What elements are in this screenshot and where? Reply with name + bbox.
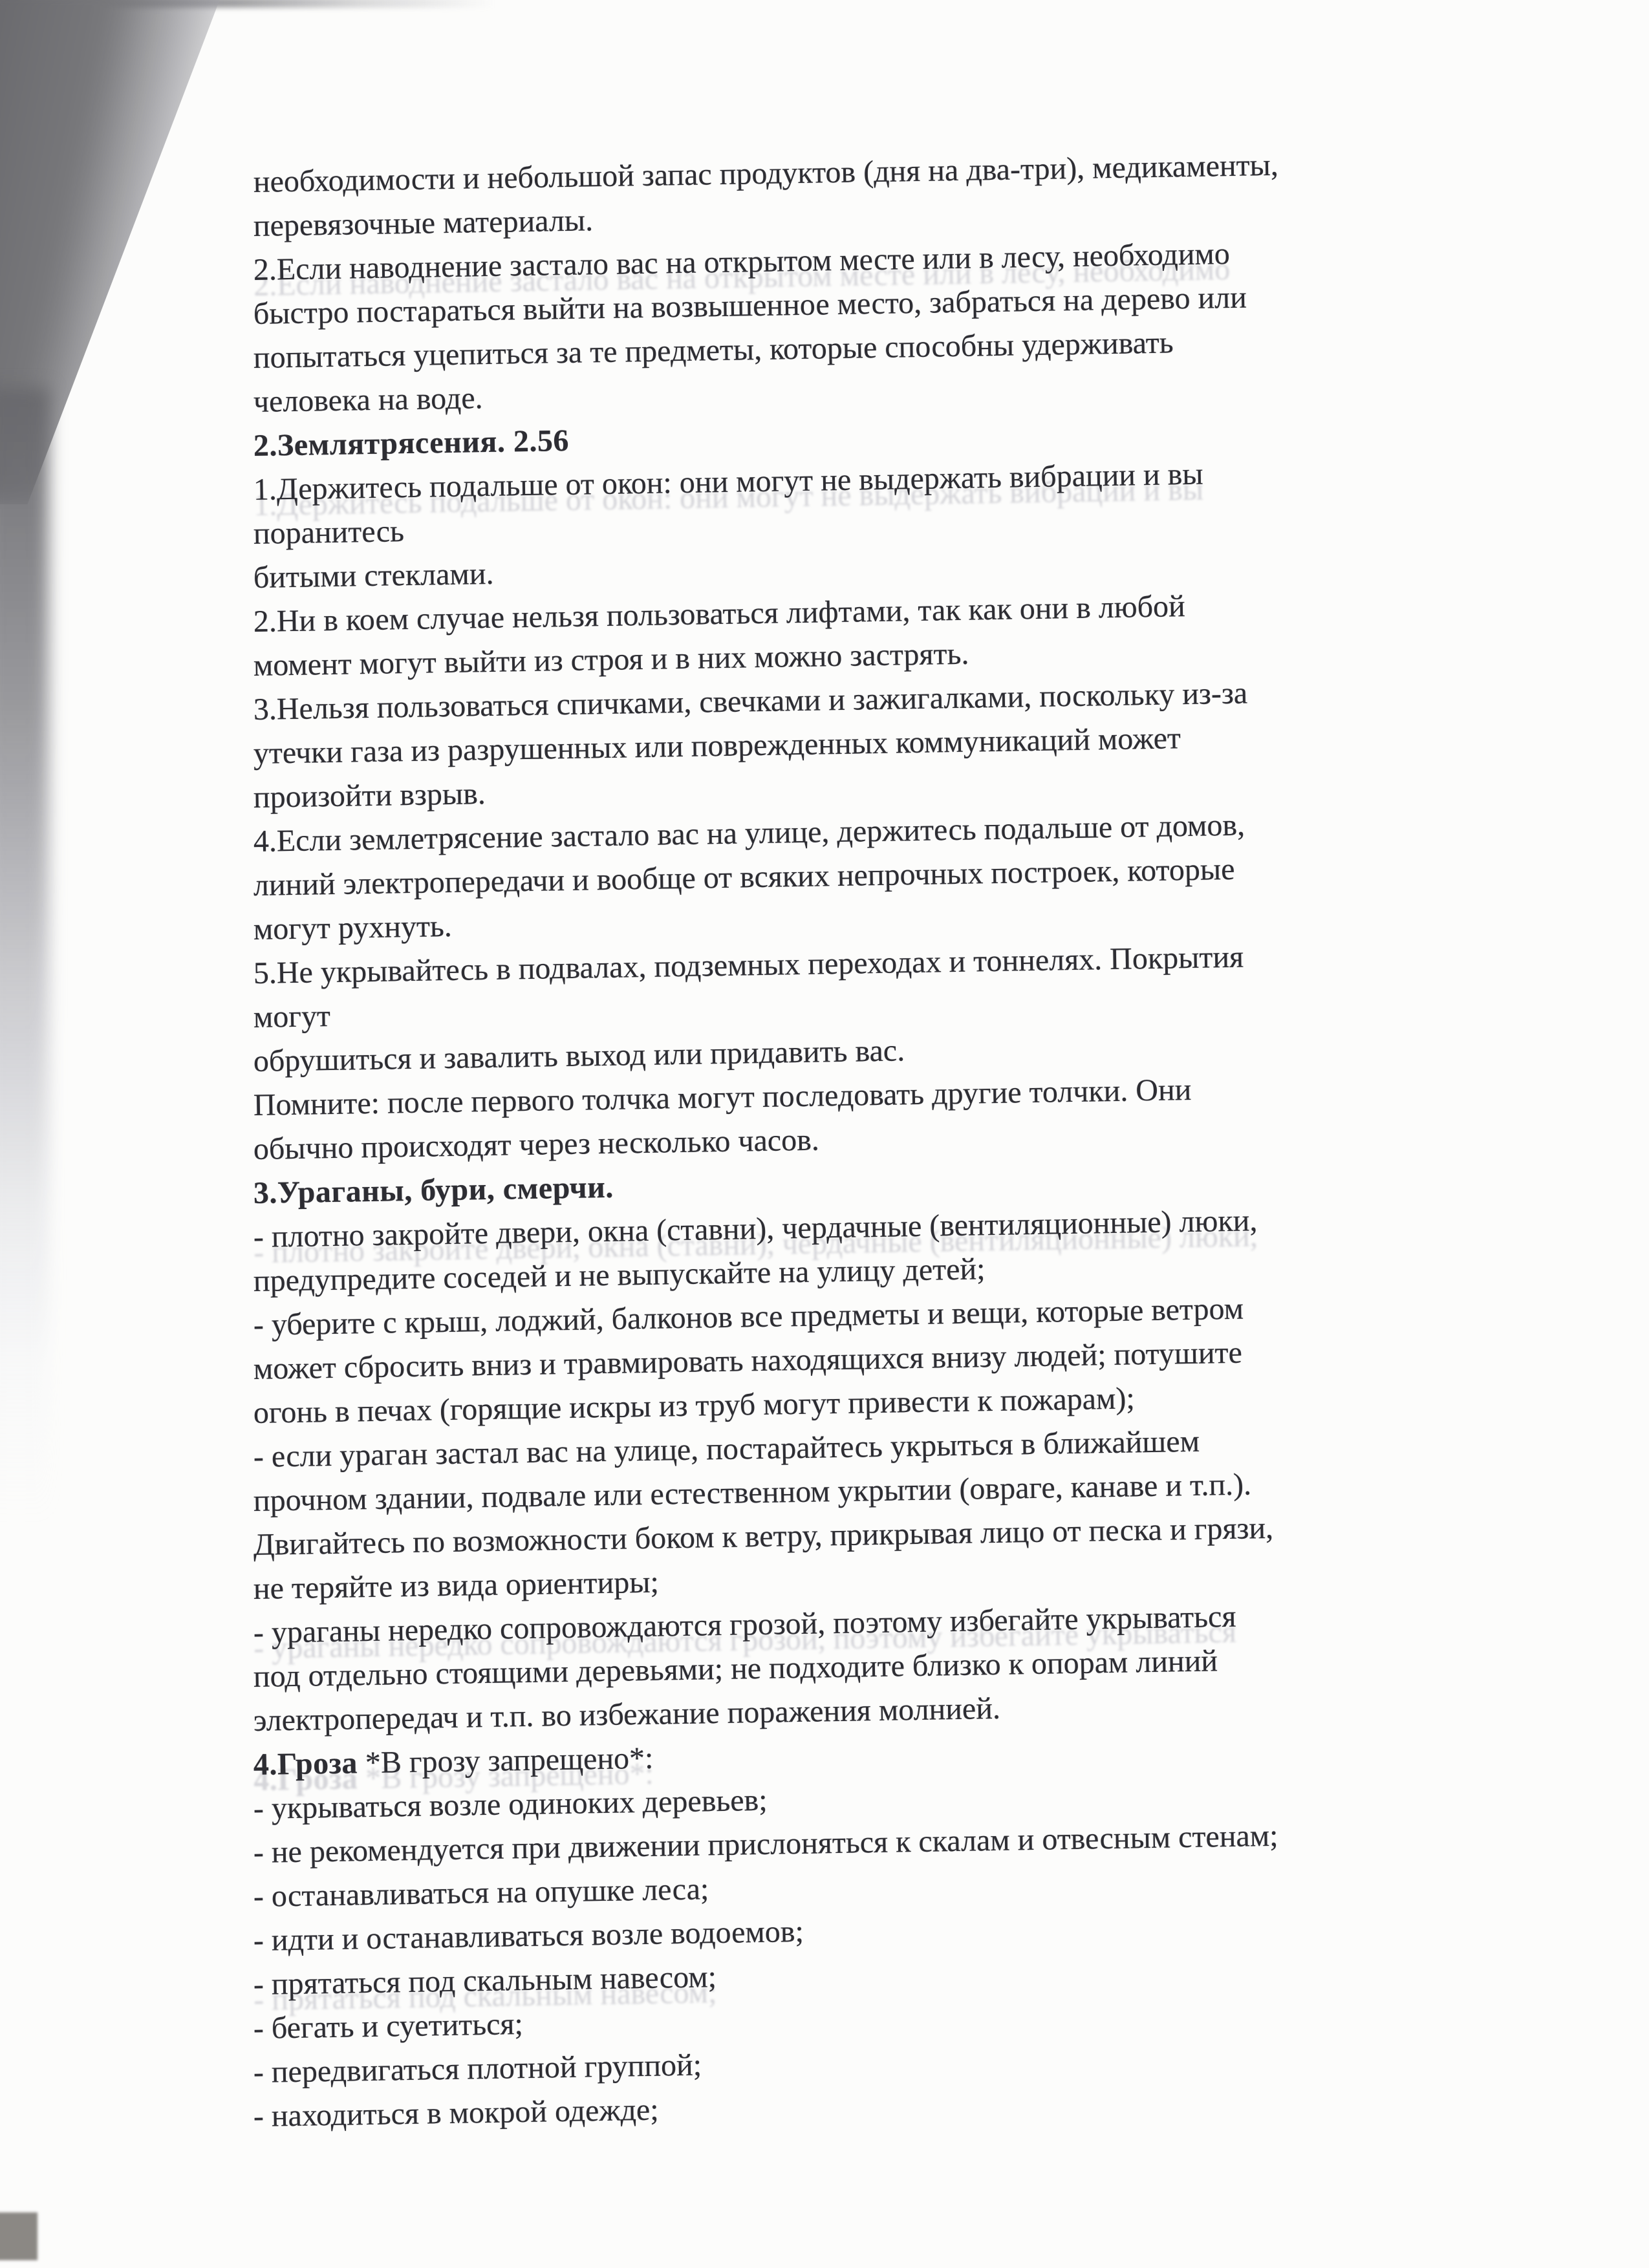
text-block: [253, 147, 1579, 2139]
text-segment: *В грозу запрещено*:: [357, 1740, 654, 1781]
text-segment: 5.Не укрывайтесь в подвалах, подземных переходах и тоннелях. Покрытия: [253, 939, 1244, 990]
text-segment: не теряйте из вида ориентиры;: [253, 1565, 660, 1606]
text-segment: линий электропередачи и вообще от всяких непрочных построек, которые: [253, 851, 1235, 903]
text-segment: - укрываться возле одиноких деревьев;: [253, 1782, 768, 1826]
text-segment: - останавливаться на опушке леса;: [253, 1872, 709, 1914]
text-segment: - прятаться под скальным навесом;: [253, 1960, 717, 2002]
text-segment: могут рухнуть.: [253, 908, 453, 947]
text-segment: - не рекомендуется при движении прислоняться к скалам и отвесным стенам;: [253, 1818, 1278, 1870]
text-segment: попытаться уцепиться за те предметы, которые способны удерживать: [253, 325, 1174, 375]
text-segment: произойти взрыв.: [253, 776, 486, 815]
text-segment-bold: 4.Гроза: [253, 1746, 358, 1782]
text-segment: обычно происходят через несколько часов.: [253, 1122, 820, 1166]
text-segment: - если ураган застал вас на улице, постарайтесь укрыться в ближайшем: [253, 1424, 1200, 1474]
text-segment-bold: 3.Ураганы, бури, смерчи.: [253, 1170, 614, 1210]
text-segment: - уберите с крыш, лоджий, балконов все предметы и вещи, которые ветром: [253, 1291, 1244, 1342]
text-segment: быстро постараться выйти на возвышенное место, забраться на дерево или: [253, 280, 1247, 331]
text-segment: 1.Держитесь подальше от окон: они могут не выдержать вибрации и вы: [253, 456, 1203, 507]
text-segment: Двигайтесь по возможности боком к ветру, прикрывая лицо от песка и грязи,: [253, 1510, 1274, 1562]
scanner-shadow-bottom-left-block: [0, 2212, 38, 2260]
text-segment: необходимости и небольшой запас продуктов (дня на два-три), медикаменты,: [253, 147, 1279, 199]
text-segment: 2.Если наводнение застало вас на открытом месте или в лесу, необходимо: [253, 236, 1231, 287]
text-segment: битыми стеклами.: [253, 556, 494, 595]
text-segment: обрушиться и завалить выход или придавить вас.: [253, 1033, 905, 1078]
text-segment: 3.Нельзя пользоваться спичками, свечками и зажигалками, поскольку из-за: [253, 676, 1248, 727]
text-segment: электропередач и т.п. во избежание поражения молнией.: [253, 1691, 1001, 1738]
text-segment: момент могут выйти из строя и в них можно застрять.: [253, 636, 969, 683]
text-segment: человека на воде.: [253, 381, 483, 419]
text-segment: предупредите соседей и не выпускайте на улицу детей;: [253, 1252, 986, 1298]
text-segment: прочном здании, подвале или естественном укрытии (овраге, канаве и т.п.).: [253, 1467, 1252, 1518]
text-segment: 4.Если землетрясение застало вас на улице, держитесь подальше от домов,: [253, 808, 1245, 859]
text-segment: огонь в печах (горящие искры из труб могут привести к пожарам);: [253, 1381, 1136, 1430]
text-segment: поранитесь: [253, 514, 405, 551]
text-segment: - передвигаться плотной группой;: [253, 2048, 702, 2090]
text-segment: Помните: после первого толчка могут последовать другие толчки. Они: [253, 1072, 1192, 1122]
text-segment-bold: 2.Землятрясения. 2.56: [253, 423, 570, 463]
text-segment: утечки газа из разрушенных или поврежденных коммуникаций может: [253, 721, 1181, 771]
text-segment: под отдельно стоящими деревьями; не подходите близко к опорам линий: [253, 1643, 1218, 1694]
text-segment: - бегать и суетиться;: [253, 2007, 524, 2046]
text-segment: - идти и останавливаться возле водоемов;: [253, 1914, 804, 1958]
text-segment: 2.Ни в коем случае нельзя пользоваться лифтами, так как они в любой: [253, 589, 1186, 639]
scanner-shadow-left-strip: [0, 388, 48, 1519]
text-segment: могут: [253, 999, 331, 1034]
text-segment: может сбросить вниз и травмировать находящихся внизу людей; потушите: [253, 1335, 1243, 1386]
text-segment: перевязочные материалы.: [253, 203, 594, 243]
text-segment: - ураганы нередко сопровождаются грозой, поэтому избегайте укрываться: [253, 1599, 1236, 1650]
text-segment: - находиться в мокрой одежде;: [253, 2092, 659, 2134]
text-segment: - плотно закройте двери, окна (ставни), чердачные (вентиляционные) люки,: [253, 1203, 1258, 1254]
